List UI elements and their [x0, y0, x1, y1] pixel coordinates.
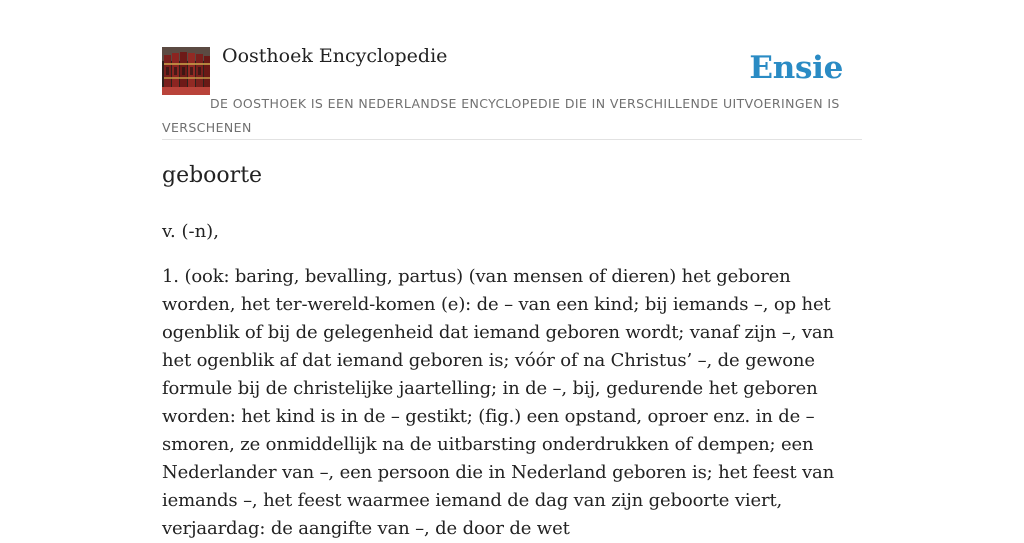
site-header — [162, 0, 862, 140]
encyclopedia-books-avatar[interactable] — [162, 47, 210, 95]
ensie-brand-logo[interactable]: Ensie — [749, 50, 843, 86]
site-tagline: DE OOSTHOEK IS EEN NEDERLANDSE ENCYCLOPEDIE DIE IN VERSCHILLENDE UITVOERINGEN IS VERSCHENEN — [162, 96, 840, 135]
site-title-link[interactable]: Oosthoek Encyclopedie — [222, 45, 448, 67]
entry-grammar: v. (-n), — [162, 221, 219, 242]
entry-definition: 1. (ook: baring, bevalling, partus) (van mensen of dieren) het geboren worden, het ter-wereld-komen (e): de – van een kind; bij iemands –, op het ogenblik of bij de gelegenheid dat iemand geboren wordt; vanaf zijn –, van het ogenblik af dat iemand geboren is; vóór of na Christus’ –, de gewone formule bij de christelijke jaartelling; in de –, bij, gedurende het geboren worden: het kind is in de – gestikt; (fig.) een opstand, oproer enz. in de – smoren, ze onmiddellijk na de uitbarsting onderdrukken of dempen; een Nederlander van –, een persoon die in Nederland geboren is; het feest van iemands –, het feest waarmee iemand de dag van zijn geboorte viert, verjaardag: de aangifte van –, de door de wet — [162, 266, 835, 539]
entry-title: geboorte — [162, 163, 263, 188]
page-container — [162, 0, 862, 539]
